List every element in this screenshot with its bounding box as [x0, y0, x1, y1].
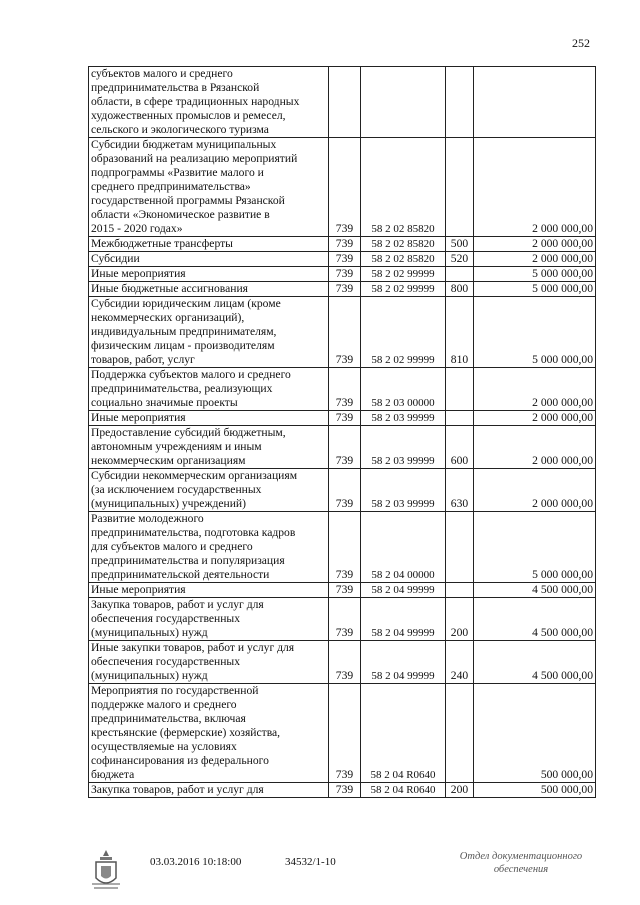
row-csr-cell: 58 2 02 99999 [361, 267, 446, 282]
row-csr-cell [361, 67, 446, 138]
row-csr-cell: 58 2 03 99999 [361, 469, 446, 512]
row-name-cell: Закупка товаров, работ и услуг для [89, 783, 329, 798]
row-sum-cell: 4 500 000,00 [474, 598, 596, 641]
row-sum-cell: 500 000,00 [474, 684, 596, 783]
row-csr-cell: 58 2 04 00000 [361, 512, 446, 583]
row-name-cell: Закупка товаров, работ и услуг для обеспечения государственных (муниципальных) нужд [89, 598, 329, 641]
row-name-cell: Иные мероприятия [89, 267, 329, 282]
table-row [89, 641, 596, 684]
row-name-cell: Мероприятия по государственной поддержке малого и среднего предпринимательства, включая крестьянские (фермерские) хозяйства, осуществляемые на условиях софинансирования из федерального бюджета [89, 684, 329, 783]
row-code-cell: 739 [329, 252, 361, 267]
footer-department-stamp: Отдел документационного обеспечения [459, 851, 583, 875]
table-row [89, 469, 596, 512]
row-sum-cell: 2 000 000,00 [474, 426, 596, 469]
row-sum-cell: 5 000 000,00 [474, 297, 596, 368]
row-name-cell: Субсидии юридическим лицам (кроме некоммерческих организаций), индивидуальным предпринимателям, физическим лицам - производителям товаров, работ, услуг [89, 297, 329, 368]
row-vr-cell: 200 [446, 783, 474, 798]
row-code-cell: 739 [329, 469, 361, 512]
row-code-cell: 739 [329, 512, 361, 583]
row-name-cell: Иные мероприятия [89, 411, 329, 426]
table-row [89, 252, 596, 267]
table-row [89, 237, 596, 252]
table-row [89, 684, 596, 783]
row-csr-cell: 58 2 03 99999 [361, 426, 446, 469]
row-csr-cell: 58 2 02 85820 [361, 138, 446, 237]
table-row [89, 512, 596, 583]
row-code-cell: 739 [329, 267, 361, 282]
row-sum-cell: 500 000,00 [474, 783, 596, 798]
row-vr-cell: 600 [446, 426, 474, 469]
row-code-cell: 739 [329, 426, 361, 469]
row-code-cell: 739 [329, 368, 361, 411]
table-row [89, 426, 596, 469]
row-name-cell: Субсидии бюджетам муниципальных образований на реализацию мероприятий подпрограммы «Развитие малого и среднего предпринимательства» государственной программы Рязанской области «Экономическое развитие в 2015 - 2020 годах» [89, 138, 329, 237]
row-code-cell: 739 [329, 684, 361, 783]
row-name-cell: Субсидии некоммерческим организациям (за исключением государственных (муниципальных) учреждений) [89, 469, 329, 512]
row-csr-cell: 58 2 04 99999 [361, 641, 446, 684]
row-name-cell: Иные закупки товаров, работ и услуг для обеспечения государственных (муниципальных) нужд [89, 641, 329, 684]
table-row [89, 267, 596, 282]
row-sum-cell: 2 000 000,00 [474, 411, 596, 426]
table-row [89, 583, 596, 598]
table-row [89, 138, 596, 237]
row-name-cell: Субсидии [89, 252, 329, 267]
table-row [89, 282, 596, 297]
row-sum-cell: 5 000 000,00 [474, 282, 596, 297]
row-vr-cell [446, 583, 474, 598]
table-row [89, 297, 596, 368]
row-vr-cell [446, 411, 474, 426]
table-row [89, 783, 596, 798]
row-csr-cell: 58 2 02 85820 [361, 237, 446, 252]
row-vr-cell [446, 512, 474, 583]
row-csr-cell: 58 2 02 85820 [361, 252, 446, 267]
row-code-cell: 739 [329, 297, 361, 368]
row-code-cell: 739 [329, 598, 361, 641]
row-vr-cell: 200 [446, 598, 474, 641]
row-csr-cell: 58 2 04 99999 [361, 598, 446, 641]
row-name-cell: Развитие молодежного предпринимательства, подготовка кадров для субъектов малого и среднего предпринимательства и популяризация предпринимательской деятельности [89, 512, 329, 583]
row-vr-cell: 800 [446, 282, 474, 297]
table-row [89, 598, 596, 641]
row-csr-cell: 58 2 02 99999 [361, 297, 446, 368]
table-row [89, 67, 596, 138]
coat-of-arms-icon [90, 848, 122, 892]
row-code-cell: 739 [329, 138, 361, 237]
row-sum-cell: 5 000 000,00 [474, 512, 596, 583]
budget-table [88, 66, 596, 798]
row-sum-cell: 2 000 000,00 [474, 469, 596, 512]
row-name-cell: Иные бюджетные ассигнования [89, 282, 329, 297]
table-row [89, 411, 596, 426]
footer-datetime: 03.03.2016 10:18:00 [150, 856, 242, 868]
row-vr-cell: 630 [446, 469, 474, 512]
row-name-cell: Поддержка субъектов малого и среднего предпринимательства, реализующих социально значимые проекты [89, 368, 329, 411]
row-sum-cell: 2 000 000,00 [474, 368, 596, 411]
row-csr-cell: 58 2 04 R0640 [361, 684, 446, 783]
row-sum-cell: 4 500 000,00 [474, 641, 596, 684]
row-code-cell: 739 [329, 411, 361, 426]
row-name-cell: Иные мероприятия [89, 583, 329, 598]
row-sum-cell: 5 000 000,00 [474, 267, 596, 282]
table-row [89, 368, 596, 411]
row-vr-cell: 810 [446, 297, 474, 368]
row-csr-cell: 58 2 03 00000 [361, 368, 446, 411]
row-sum-cell [474, 67, 596, 138]
row-name-cell: Предоставление субсидий бюджетным, автономным учреждениям и иным некоммерческим организациям [89, 426, 329, 469]
row-vr-cell [446, 368, 474, 411]
row-csr-cell: 58 2 02 99999 [361, 282, 446, 297]
row-vr-cell: 520 [446, 252, 474, 267]
row-code-cell: 739 [329, 282, 361, 297]
row-vr-cell: 240 [446, 641, 474, 684]
row-code-cell: 739 [329, 641, 361, 684]
row-sum-cell: 2 000 000,00 [474, 252, 596, 267]
row-vr-cell [446, 138, 474, 237]
row-sum-cell: 2 000 000,00 [474, 237, 596, 252]
row-code-cell: 739 [329, 237, 361, 252]
row-vr-cell [446, 67, 474, 138]
footer-doc-number: 34532/1-10 [285, 856, 336, 868]
row-csr-cell: 58 2 04 R0640 [361, 783, 446, 798]
row-vr-cell [446, 267, 474, 282]
row-vr-cell: 500 [446, 237, 474, 252]
row-sum-cell: 2 000 000,00 [474, 138, 596, 237]
row-code-cell: 739 [329, 783, 361, 798]
row-code-cell [329, 67, 361, 138]
page-number: 252 [572, 36, 590, 50]
row-csr-cell: 58 2 04 99999 [361, 583, 446, 598]
budget-table-body [89, 67, 596, 798]
row-csr-cell: 58 2 03 99999 [361, 411, 446, 426]
row-sum-cell: 4 500 000,00 [474, 583, 596, 598]
row-vr-cell [446, 684, 474, 783]
row-name-cell: Межбюджетные трансферты [89, 237, 329, 252]
row-name-cell: субъектов малого и среднего предпринимательства в Рязанской области, в сфере традиционных народных художественных промыслов и ремесел, сельского и экологического туризма [89, 67, 329, 138]
row-code-cell: 739 [329, 583, 361, 598]
